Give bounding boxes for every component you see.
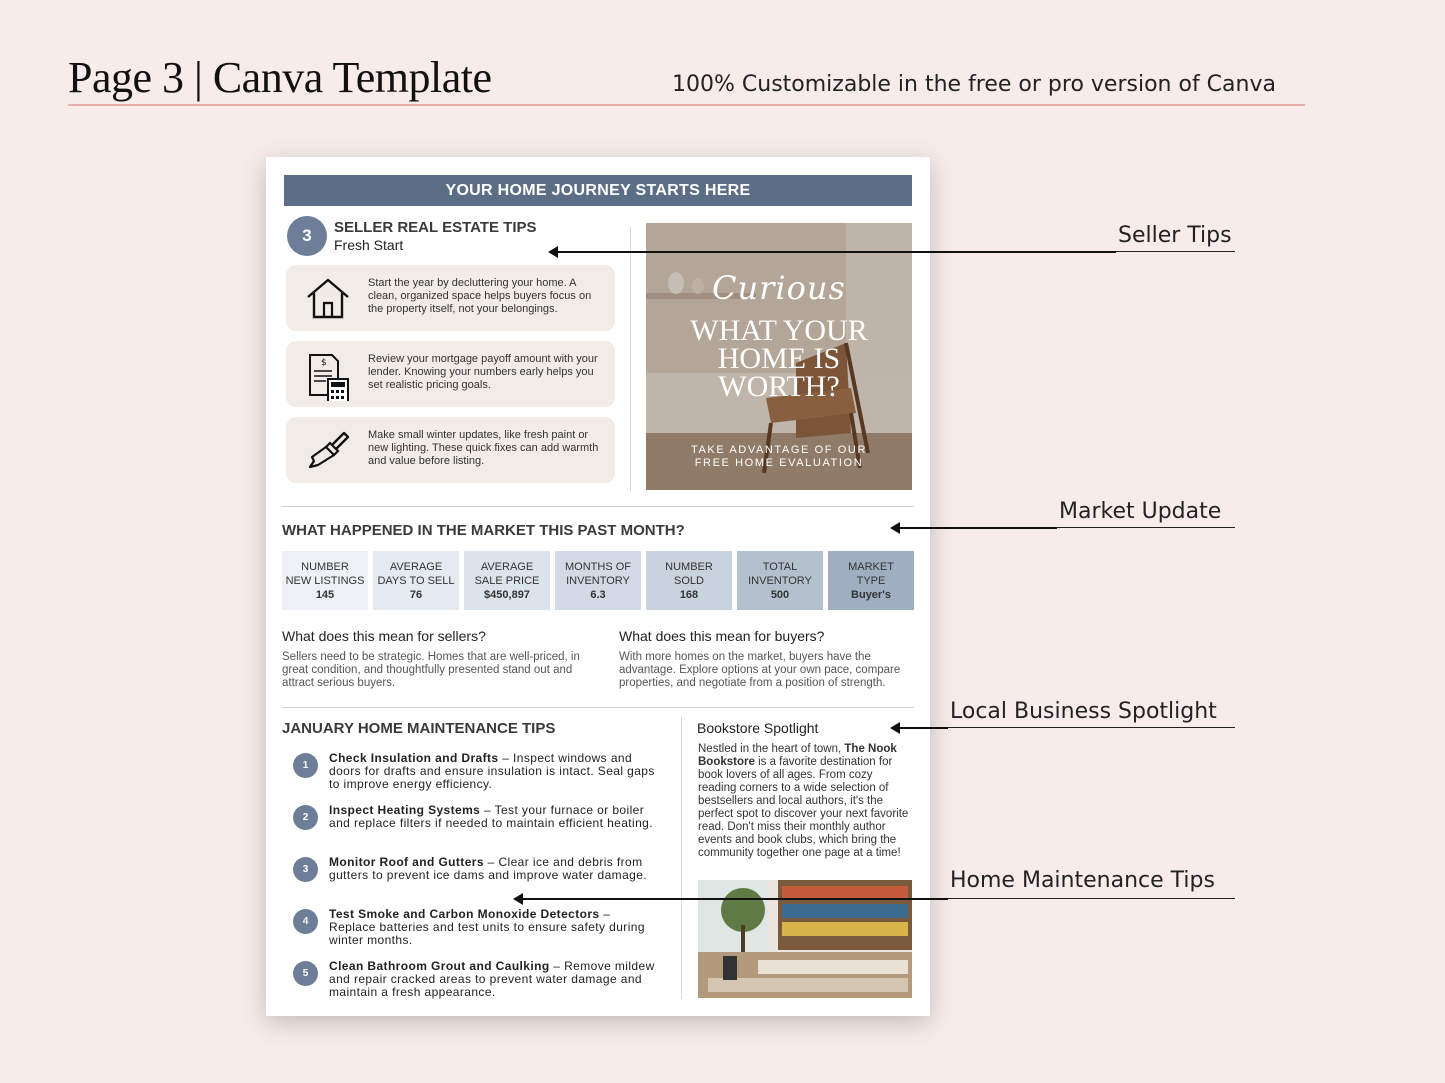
promo-cta-line: FREE HOME EVALUATION [694, 457, 864, 469]
svg-text:$: $ [321, 358, 327, 368]
callout-local-business: Local Business Spotlight [950, 699, 1217, 724]
maintenance-tip [329, 804, 659, 830]
market-stat-label: NEW LISTINGS [285, 575, 365, 587]
maintenance-tip-title: Clean Bathroom Grout and Caulking [329, 959, 550, 973]
market-stat-label: MARKET [848, 561, 894, 573]
newsletter-page [266, 157, 930, 1016]
market-heading: WHAT HAPPENED IN THE MARKET THIS PAST MONTH? [282, 522, 685, 539]
promo-script-text: Curious [712, 269, 846, 307]
maintenance-tip-title: Check Insulation and Drafts [329, 751, 499, 765]
market-stat-box [464, 551, 550, 610]
market-stat-label: AVERAGE [389, 561, 443, 573]
market-stat-label: INVENTORY [566, 575, 630, 587]
maintenance-number-badge: 1 [293, 753, 318, 778]
market-stat-box [646, 551, 732, 610]
market-stat-box [737, 551, 823, 610]
seller-tip-card [286, 417, 615, 483]
home-evaluation-promo-image [646, 223, 912, 490]
page-title: Page 3 | Canva Template [68, 53, 492, 102]
seller-tips-subheading: Fresh Start [334, 237, 404, 253]
promo-headline [646, 314, 912, 403]
market-stat-value: 6.3 [590, 589, 606, 601]
promo-headline-line: HOME IS [717, 342, 841, 375]
spotlight-body: is a favorite destination for book lovers of all ages. From cozy reading corners to a wide selection of bestsellers and local authors, it's the perfect spot to discover your next favorite read. Don't miss their monthly author events and book clubs, which bring the community together one page at a time! [698, 756, 909, 859]
maintenance-tip-text: – Test your furnace or boiler and replace filters if needed to maintain efficient heating. [329, 803, 653, 830]
maintenance-tip [329, 960, 659, 999]
seller-tip-text: Start the year by decluttering your home. A clean, organized space helps buyers focus on the property itself, not your belongings. [368, 277, 592, 315]
market-stat-label: DAYS TO SELL [377, 575, 455, 587]
maintenance-number-badge: 5 [293, 961, 318, 986]
market-stat-value: $450,897 [484, 589, 530, 601]
page-subtitle: 100% Customizable in the free or pro version of Canva [672, 72, 1276, 97]
spotlight-text [698, 743, 914, 860]
callout-arrow [892, 527, 1057, 529]
market-stat-label: SALE PRICE [474, 575, 540, 587]
maintenance-tip-text: – Inspect windows and doors for drafts and ensure insulation is intact. Seal gaps to improve energy efficiency. [329, 751, 655, 791]
promo-cta [646, 444, 912, 470]
spotlight-intro: Nestled in the heart of town, [698, 743, 845, 755]
paintbrush-icon [304, 427, 352, 473]
header-divider [68, 104, 1305, 106]
market-stat-value: 145 [315, 589, 335, 601]
market-stat-box [828, 551, 914, 610]
seller-tip-card [286, 265, 615, 331]
callout-home-maintenance: Home Maintenance Tips [950, 868, 1215, 893]
section-divider [282, 707, 914, 708]
sellers-question: What does this mean for sellers? [282, 628, 486, 644]
maintenance-tip-title: Monitor Roof and Gutters [329, 855, 484, 869]
market-stat-value: Buyer's [851, 589, 891, 601]
callout-arrow [550, 251, 1116, 253]
maintenance-number-badge: 4 [293, 909, 318, 934]
seller-tip-text: Review your mortgage payoff amount with your lender. Knowing your numbers early helps you set realistic pricing goals. [368, 353, 598, 391]
maintenance-tip-text: – Replace batteries and test units to ensure safety during winter months. [329, 907, 645, 947]
sellers-answer: Sellers need to be strategic. Homes that are well-priced, in great condition, and thoughtfully presented stand out and attract serious buyers. [282, 651, 580, 689]
buyers-answer: With more homes on the market, buyers have the advantage. Explore options at your own pace, compare properties, and negotiate from a position of strength. [619, 651, 901, 689]
maintenance-number-badge: 3 [293, 857, 318, 882]
maintenance-tip-title: Test Smoke and Carbon Monoxide Detectors [329, 907, 600, 921]
market-stat-label: NUMBER [665, 561, 713, 573]
seller-tip-text: Make small winter updates, like fresh paint or new lighting. These quick fixes can add warmth and value before listing. [368, 429, 599, 467]
section-number-badge: 3 [287, 216, 327, 256]
callout-underline [948, 898, 1235, 899]
promo-cta-line: TAKE ADVANTAGE OF OUR [690, 444, 867, 456]
market-stat-box [282, 551, 368, 610]
house-icon [304, 275, 352, 321]
maintenance-tip [329, 752, 659, 791]
document-calculator-icon [304, 347, 352, 401]
promo-headline-line: WHAT YOUR [690, 314, 868, 347]
market-stat-label: SOLD [674, 575, 704, 587]
maintenance-tip-title: Inspect Heating Systems [329, 803, 481, 817]
market-stat-value: 76 [409, 589, 423, 601]
maintenance-number-badge: 2 [293, 805, 318, 830]
market-stat-value: 168 [679, 589, 699, 601]
market-stat-box [555, 551, 641, 610]
market-stat-label: NUMBER [301, 561, 349, 573]
market-stat-label: TYPE [856, 575, 886, 587]
column-divider [681, 717, 682, 999]
callout-arrow [892, 727, 948, 729]
section-divider [282, 506, 914, 507]
market-stat-label: AVERAGE [480, 561, 534, 573]
newsletter-banner: YOUR HOME JOURNEY STARTS HERE [284, 175, 912, 206]
callout-market-update: Market Update [1059, 499, 1222, 524]
spotlight-heading: Bookstore Spotlight [697, 720, 819, 736]
market-stat-label: INVENTORY [748, 575, 812, 587]
buyers-question: What does this mean for buyers? [619, 628, 825, 644]
seller-tip-card [286, 341, 615, 407]
callout-arrow [515, 898, 948, 900]
maintenance-tip [329, 908, 659, 947]
promo-headline-line: WORTH? [718, 370, 840, 403]
market-stat-label: TOTAL [762, 561, 798, 573]
maintenance-tip-text: – Clear ice and debris from gutters to prevent ice dams and improve water damage. [329, 855, 648, 882]
column-divider [630, 227, 631, 491]
callout-underline [948, 727, 1235, 728]
market-stat-label: MONTHS OF [565, 561, 631, 573]
maintenance-heading: JANUARY HOME MAINTENANCE TIPS [282, 720, 556, 737]
seller-tips-heading: SELLER REAL ESTATE TIPS [334, 219, 537, 236]
callout-underline [1057, 527, 1235, 528]
maintenance-tip [329, 856, 659, 882]
market-stat-value: 500 [770, 589, 790, 601]
maintenance-tip-text: – Remove mildew and repair cracked areas to prevent water damage and maintain a fresh appearance. [329, 959, 655, 999]
callout-seller-tips: Seller Tips [1118, 223, 1232, 248]
bookstore-name: The Nook Bookstore [698, 743, 897, 768]
market-stat-box [373, 551, 459, 610]
callout-underline [1116, 251, 1235, 252]
